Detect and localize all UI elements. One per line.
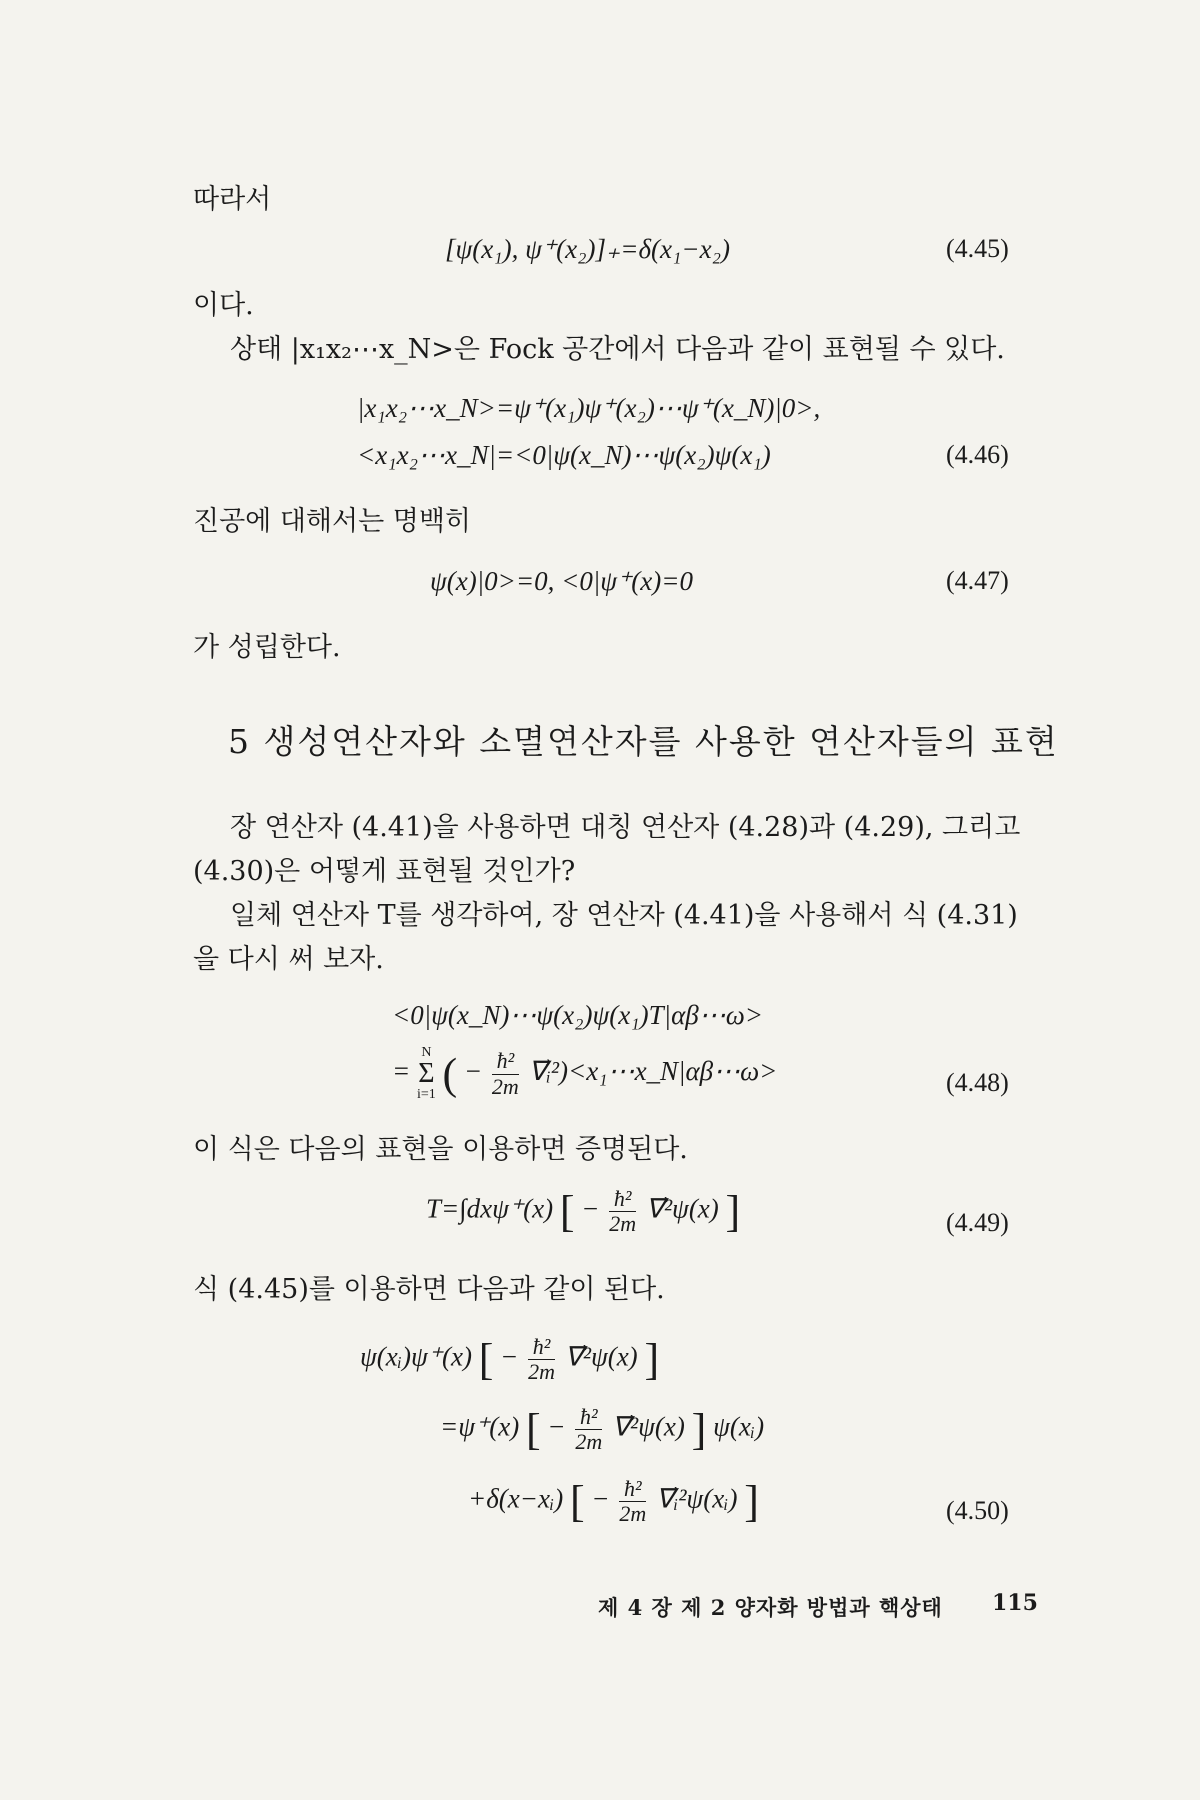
- equation-head: ψ(xᵢ)ψ⁺(x): [360, 1341, 472, 1372]
- equation-4-45: [ψ(x₁), ψ⁺(x₂)]₊=δ(x₁−x₂): [445, 234, 730, 264]
- equation-4-50-line1: [360, 1334, 659, 1385]
- equation-number: (4.49): [946, 1208, 1009, 1237]
- equation-number: (4.46): [946, 440, 1009, 469]
- text-line: 진공에 대해서는 명백히: [193, 506, 471, 537]
- equation-tail: ∇⃗²ψ(x): [612, 1411, 685, 1442]
- equation-tail: ∇⃗ᵢ²ψ(xᵢ): [656, 1483, 738, 1514]
- equation-head: T=∫dxψ⁺(x): [426, 1193, 554, 1224]
- running-head: 제 4 장 제 2 양자화 방법과 핵상태: [598, 1595, 943, 1620]
- text-line: 가 성립한다.: [193, 632, 341, 663]
- text-line: 이 식은 다음의 표현을 이용하면 증명된다.: [193, 1134, 688, 1165]
- text-line: 따라서: [193, 184, 272, 215]
- minus-sign: −: [581, 1193, 600, 1224]
- equation-4-48-line2: [392, 1046, 777, 1102]
- minus-sign: −: [500, 1341, 519, 1372]
- right-bracket: ]: [691, 1405, 707, 1454]
- left-paren: (: [442, 1049, 458, 1099]
- fraction: [492, 1049, 519, 1098]
- fraction: [609, 1187, 636, 1236]
- fraction-denominator: 2m: [575, 1429, 603, 1454]
- equation-4-47: ψ(x)|0>=0, <0|ψ⁺(x)=0: [430, 566, 693, 596]
- equation-number: (4.50): [946, 1496, 1009, 1525]
- section-heading: 5 생성연산자와 소멸연산자를 사용한 연산자들의 표현: [228, 722, 1059, 761]
- equation-number: (4.47): [946, 566, 1009, 595]
- paragraph-line: 을 다시 써 보자.: [193, 944, 384, 975]
- fraction-numerator: ħ²: [528, 1335, 555, 1360]
- equation-number: (4.48): [946, 1068, 1009, 1097]
- equation-4-46-line1: |x₁x₂⋯x_N>=ψ⁺(x₁)ψ⁺(x₂)⋯ψ⁺(x_N)|0>,: [357, 393, 821, 423]
- equation-4-50-line2: [440, 1404, 764, 1455]
- right-bracket: ]: [644, 1335, 660, 1384]
- equation-4-50-line3: [468, 1476, 759, 1527]
- equation-head: =ψ⁺(x): [440, 1411, 520, 1442]
- paragraph-line: (4.30)은 어떻게 표현될 것인가?: [193, 856, 576, 887]
- page-number: 115: [992, 1590, 1038, 1616]
- left-bracket: [: [478, 1335, 494, 1384]
- sum-lower-limit: i=1: [416, 1087, 436, 1102]
- minus-sign: −: [463, 1056, 483, 1087]
- fraction-denominator: 2m: [619, 1501, 647, 1526]
- fraction-numerator: ħ²: [619, 1477, 646, 1502]
- fraction: [528, 1335, 555, 1384]
- fraction: [619, 1477, 646, 1526]
- fraction: [575, 1405, 602, 1454]
- fraction-numerator: ħ²: [609, 1187, 636, 1212]
- equation-head: +δ(x−xᵢ): [468, 1483, 564, 1514]
- left-bracket: [: [569, 1477, 585, 1526]
- right-bracket: ]: [744, 1477, 759, 1526]
- equation-4-46-line2: <x₁x₂⋯x_N|=<0|ψ(x_N)⋯ψ(x₂)ψ(x₁): [357, 440, 771, 470]
- equation-tail: ∇⃗²ψ(x): [564, 1341, 638, 1372]
- minus-sign: −: [591, 1483, 610, 1514]
- equals-sign: =: [392, 1056, 411, 1087]
- fraction-numerator: ħ²: [575, 1405, 602, 1430]
- equation-4-48-line1: <0|ψ(x_N)⋯ψ(x₂)ψ(x₁)T|αβ⋯ω>: [392, 1000, 763, 1030]
- equation-number: (4.45): [946, 234, 1009, 263]
- fraction-numerator: ħ²: [492, 1049, 519, 1074]
- text-line: 이다.: [193, 290, 254, 321]
- paragraph-line: 장 연산자 (4.41)을 사용하면 대칭 연산자 (4.28)과 (4.29), 그리고: [230, 812, 1021, 843]
- sigma-glyph: Σ: [418, 1058, 435, 1089]
- paragraph-line: 일체 연산자 T를 생각하여, 장 연산자 (4.41)을 사용해서 식 (4.31): [230, 900, 1018, 931]
- equation-tail: ∇⃗²ψ(x): [645, 1193, 719, 1224]
- equation-4-49: [426, 1186, 740, 1237]
- fraction-denominator: 2m: [609, 1211, 637, 1236]
- fraction-denominator: 2m: [491, 1073, 519, 1099]
- text-line: 상태 |x₁x₂⋯x_N>은 Fock 공간에서 다음과 같이 표현될 수 있다.: [230, 334, 1005, 365]
- right-bracket: ]: [725, 1187, 741, 1236]
- equation-trailing-factor: ψ(xᵢ): [713, 1411, 765, 1442]
- left-bracket: [: [559, 1187, 575, 1236]
- fraction-denominator: 2m: [528, 1359, 556, 1384]
- left-bracket: [: [525, 1405, 541, 1454]
- sum-upper-limit: N: [421, 1045, 432, 1060]
- equation-tail: ∇⃗ᵢ²)<x₁⋯x_N|αβ⋯ω>: [528, 1056, 778, 1087]
- summation-symbol: [417, 1046, 436, 1102]
- minus-sign: −: [547, 1411, 566, 1442]
- text-line: 식 (4.45)를 이용하면 다음과 같이 된다.: [193, 1274, 665, 1305]
